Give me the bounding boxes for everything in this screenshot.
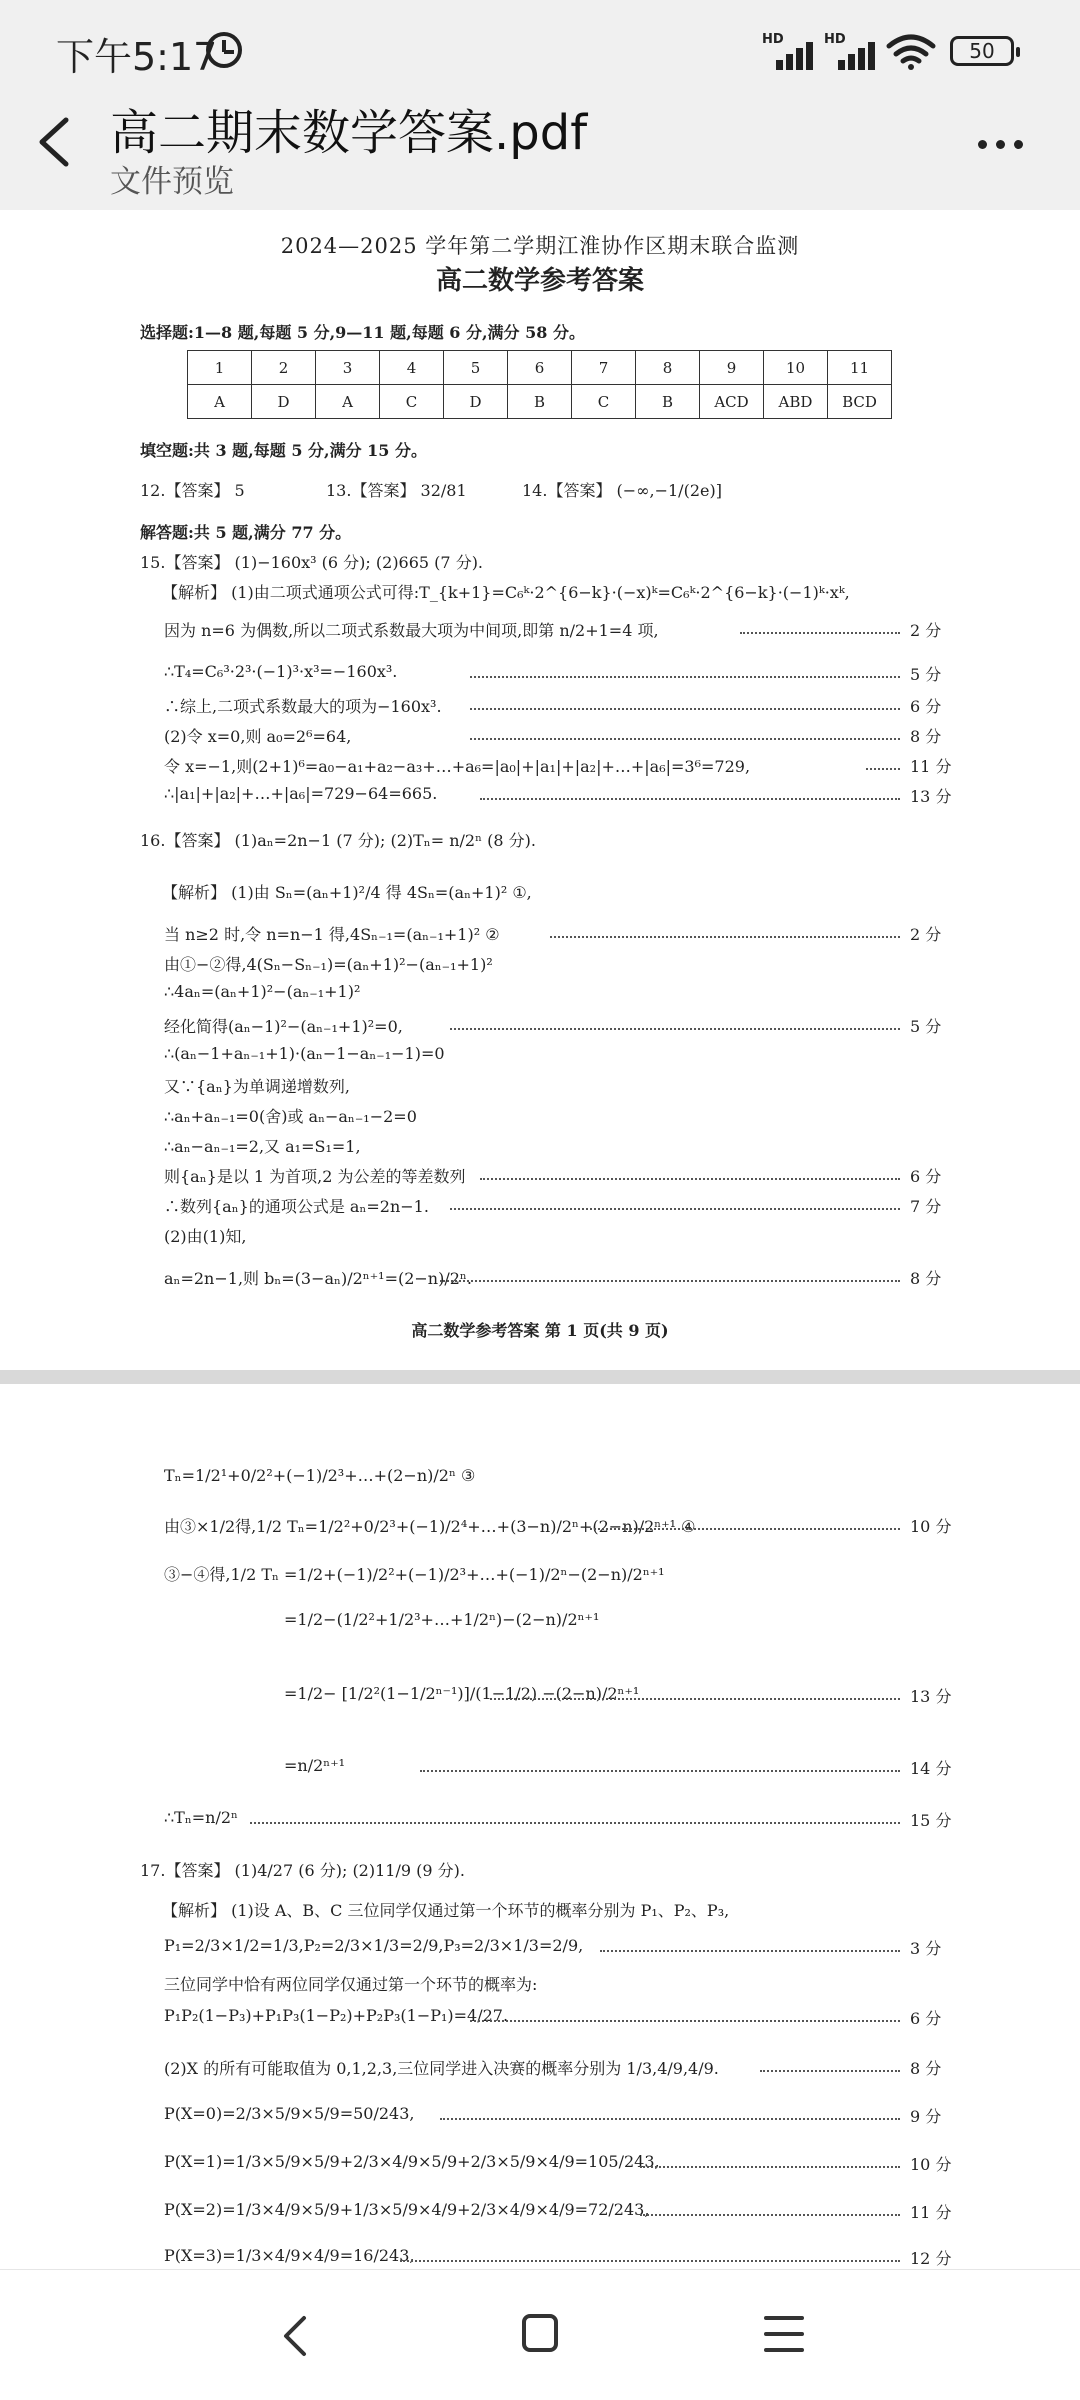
score-label: 9 分 [910,2107,942,2126]
navigation-bar [0,2269,1080,2400]
score-label: 8 分 [910,1269,942,1288]
table-row-numbers [188,351,892,385]
q16-line: ∴(aₙ−1+aₙ₋₁+1)·(aₙ−1−aₙ₋₁−1)=0 [164,1044,445,1063]
dot-leader [550,936,900,938]
nav-home-button[interactable] [522,2314,558,2352]
score-label: 11 分 [910,2203,952,2222]
table-row-answers [188,385,892,419]
q15-line: 令 x=−1,则(2+1)⁶=a₀−a₁+a₂−a₃+…+a₆=|a₀|+|a₁|+|a₂|+…+|a₆|=3⁶=729, [164,757,751,776]
q15-line: 【解析】 (1)由二项式通项公式可得:T_{k+1}=C₆ᵏ·2^{6−k}·(−x)ᵏ=C₆ᵏ·2^{6−k}·(−1)ᵏ·xᵏ, [162,583,850,602]
q16-line: (2)由(1)知, [164,1227,247,1246]
dot-leader [470,2020,900,2022]
file-title: 高二期末数学答案.pdf [110,105,588,161]
battery-icon: 50 [950,36,1014,66]
score-label: 2 分 [910,925,942,944]
mc-intro: 选择题:1—8 题,每题 5 分,9—11 题,每题 6 分,满分 58 分。 [140,323,585,342]
signal-icon-2 [824,32,880,70]
dot-leader [450,1208,900,1210]
dot-leader [480,798,900,800]
file-subtitle: 文件预览 [110,164,234,200]
q16-line: 由①−②得,4(Sₙ−Sₙ₋₁)=(aₙ+1)²−(aₙ₋₁+1)² [164,955,493,974]
document-page-2 [0,1384,1080,2269]
score-label: 12 分 [910,2249,952,2268]
table-cell-answer: A [316,385,380,419]
alarm-icon [206,32,242,68]
table-cell-answer: C [380,385,444,419]
q17-line: P(X=0)=2/3×5/9×5/9=50/243, [164,2104,415,2123]
score-label: 13 分 [910,1687,952,1706]
q12-answer: 12.【答案】 5 [140,481,245,500]
dot-leader [420,1770,900,1772]
q17-line: 三位同学中恰有两位同学仅通过第一个环节的概率为: [164,1975,538,1994]
dot-leader [490,1698,900,1700]
signal-hd-label-2: HD [824,32,846,47]
score-label: 5 分 [910,1017,942,1036]
nav-menu-button[interactable] [764,2314,804,2354]
score-label: 7 分 [910,1197,942,1216]
q15-answer: 15.【答案】 (1)−160x³ (6 分); (2)665 (7 分). [140,553,484,572]
q16-line: ∴数列{aₙ}的通项公式是 aₙ=2n−1. [164,1197,429,1216]
answer-heading: 高二数学参考答案 [435,266,644,296]
score-label: 11 分 [910,757,952,776]
solve-intro: 解答题:共 5 题,满分 77 分。 [140,523,352,542]
signal-hd-label: HD [762,32,784,47]
q17-line: (2)X 的所有可能取值为 0,1,2,3,三位同学进入决赛的概率分别为 1/3,4/9,4/9. [164,2059,719,2078]
q16-answer: 16.【答案】 (1)aₙ=2n−1 (7 分); (2)Tₙ= n/2ⁿ (8 分). [140,831,536,850]
q16-cont-line: =n/2ⁿ⁺¹ [284,1756,346,1775]
q16-line: 【解析】 (1)由 Sₙ=(aₙ+1)²/4 得 4Sₙ=(aₙ+1)² ①, [162,883,532,902]
status-time: 下午5:17 [56,35,218,79]
score-label: 14 分 [910,1759,952,1778]
score-label: 15 分 [910,1811,952,1830]
table-cell-number: 8 [636,351,700,385]
dot-leader [640,2166,900,2168]
q16-cont-line: ③−④得,1/2 Tₙ =1/2+(−1)/2²+(−1)/2³+…+(−1)/2ⁿ−(2−n)/2ⁿ⁺¹ [164,1565,665,1584]
q15-line: 因为 n=6 为偶数,所以二项式系数最大项为中间项,即第 n/2+1=4 项, [164,621,659,640]
dot-leader [250,1822,900,1824]
q17-line: P(X=1)=1/3×5/9×5/9+2/3×4/9×5/9+2/3×5/9×4/9=105/243, [164,2152,660,2171]
q13-answer: 13.【答案】 32/81 [326,481,467,500]
q16-line: 又∵{aₙ}为单调递增数列, [164,1077,350,1096]
dot-leader [470,676,900,678]
table-cell-answer: ACD [700,385,764,419]
q15-line: ∴综上,二项式系数最大的项为−160x³. [164,697,442,716]
page-separator [0,1370,1080,1384]
q17-line: P(X=2)=1/3×4/9×5/9+1/3×5/9×4/9+2/3×4/9×4/9=72/243, [164,2200,650,2219]
dot-leader [470,708,900,710]
dot-leader [760,2070,900,2072]
dot-leader [866,768,900,770]
q16-line: ∴aₙ+aₙ₋₁=0(舍)或 aₙ−aₙ₋₁−2=0 [164,1107,417,1126]
q17-line: P₁P₂(1−P₃)+P₁P₃(1−P₂)+P₂P₃(1−P₁)=4/27. [164,2006,509,2025]
table-cell-answer: A [188,385,252,419]
table-cell-number: 9 [700,351,764,385]
dot-leader [740,632,900,634]
q16-cont-line: =1/2−(1/2²+1/2³+…+1/2ⁿ)−(2−n)/2ⁿ⁺¹ [284,1610,600,1629]
q14-answer: 14.【答案】 (−∞,−1/(2e)] [522,481,722,500]
score-label: 3 分 [910,1939,942,1958]
table-cell-answer: B [508,385,572,419]
q17-answer: 17.【答案】 (1)4/27 (6 分); (2)11/9 (9 分). [140,1861,465,1880]
q17-line: P(X=3)=1/3×4/9×4/9=16/243, [164,2246,415,2265]
score-label: 10 分 [910,1517,952,1536]
score-label: 8 分 [910,2059,942,2078]
dot-leader [470,738,900,740]
score-label: 5 分 [910,665,942,684]
dot-leader [640,2214,900,2216]
q17-line: P₁=2/3×1/2=1/3,P₂=2/3×1/3=2/9,P₃=2/3×1/3=2/9, [164,1936,584,1955]
dot-leader [450,1028,900,1030]
dot-leader [400,2260,900,2262]
q16-line: 当 n≥2 时,令 n=n−1 得,4Sₙ₋₁=(aₙ₋₁+1)² ② [164,925,500,944]
q16-cont-line: Tₙ=1/2¹+0/2²+(−1)/2³+…+(2−n)/2ⁿ ③ [164,1466,476,1485]
score-label: 2 分 [910,621,942,640]
table-cell-number: 4 [380,351,444,385]
score-label: 13 分 [910,787,952,806]
dot-leader [440,1280,900,1282]
q15-line: (2)令 x=0,则 a₀=2⁶=64, [164,727,352,746]
signal-icon [762,32,818,70]
q17-line: 【解析】 (1)设 A、B、C 三位同学仅通过第一个环节的概率分别为 P₁、P₂、P₃, [162,1901,730,1920]
top-bar [0,0,1080,210]
document-page-1 [0,210,1080,1370]
table-cell-answer: BCD [828,385,892,419]
q16-cont-line: 由③×1/2得,1/2 Tₙ=1/2²+0/2³+(−1)/2⁴+…+(3−n)/2ⁿ+(2−n)/2ⁿ⁺¹ ④ [164,1517,696,1536]
table-cell-number: 3 [316,351,380,385]
q16-cont-line: =1/2− [1/2²(1−1/2ⁿ⁻¹)]/(1−1/2) −(2−n)/2ⁿ⁺¹ [284,1684,640,1703]
table-cell-number: 11 [828,351,892,385]
q15-line: ∴T₄=C₆³·2³·(−1)³·x³=−160x³. [164,662,398,681]
table-cell-number: 6 [508,351,572,385]
table-cell-answer: C [572,385,636,419]
table-cell-number: 7 [572,351,636,385]
table-cell-number: 1 [188,351,252,385]
status-bar [0,0,1080,100]
table-cell-number: 2 [252,351,316,385]
table-cell-answer: B [636,385,700,419]
q16-cont-line: ∴Tₙ=n/2ⁿ [164,1808,238,1827]
table-cell-number: 5 [444,351,508,385]
dot-leader [440,2118,900,2120]
score-label: 6 分 [910,2009,942,2028]
table-cell-answer: D [444,385,508,419]
dot-leader [600,1950,900,1952]
wifi-icon [886,34,936,70]
score-label: 6 分 [910,697,942,716]
score-label: 8 分 [910,727,942,746]
more-menu-button[interactable] [970,130,1030,160]
fill-intro: 填空题:共 3 题,每题 5 分,满分 15 分。 [140,441,428,460]
score-label: 6 分 [910,1167,942,1186]
dot-leader [480,1178,900,1180]
table-cell-number: 10 [764,351,828,385]
q15-line: ∴|a₁|+|a₂|+…+|a₆|=729−64=665. [164,784,438,803]
score-label: 10 分 [910,2155,952,2174]
q16-line: ∴aₙ−aₙ₋₁=2,又 a₁=S₁=1, [164,1137,361,1156]
table-cell-answer: D [252,385,316,419]
page-footer: 高二数学参考答案 第 1 页(共 9 页) [411,1321,669,1340]
exam-heading: 2024—2025 学年第二学期江淮协作区期末联合监测 [280,234,800,258]
q16-line: aₙ=2n−1,则 bₙ=(3−aₙ)/2ⁿ⁺¹=(2−n)/2ⁿ. [164,1269,472,1288]
nav-back-button[interactable] [276,2314,316,2358]
q16-line: 则{aₙ}是以 1 为首项,2 为公差的等差数列 [164,1167,466,1186]
q16-line: ∴4aₙ=(aₙ+1)²−(aₙ₋₁+1)² [164,982,361,1001]
table-cell-answer: ABD [764,385,828,419]
answer-table [187,350,892,419]
q16-line: 经化简得(aₙ−1)²−(aₙ₋₁+1)²=0, [164,1017,403,1036]
back-button[interactable] [30,112,80,172]
dot-leader [590,1528,900,1530]
